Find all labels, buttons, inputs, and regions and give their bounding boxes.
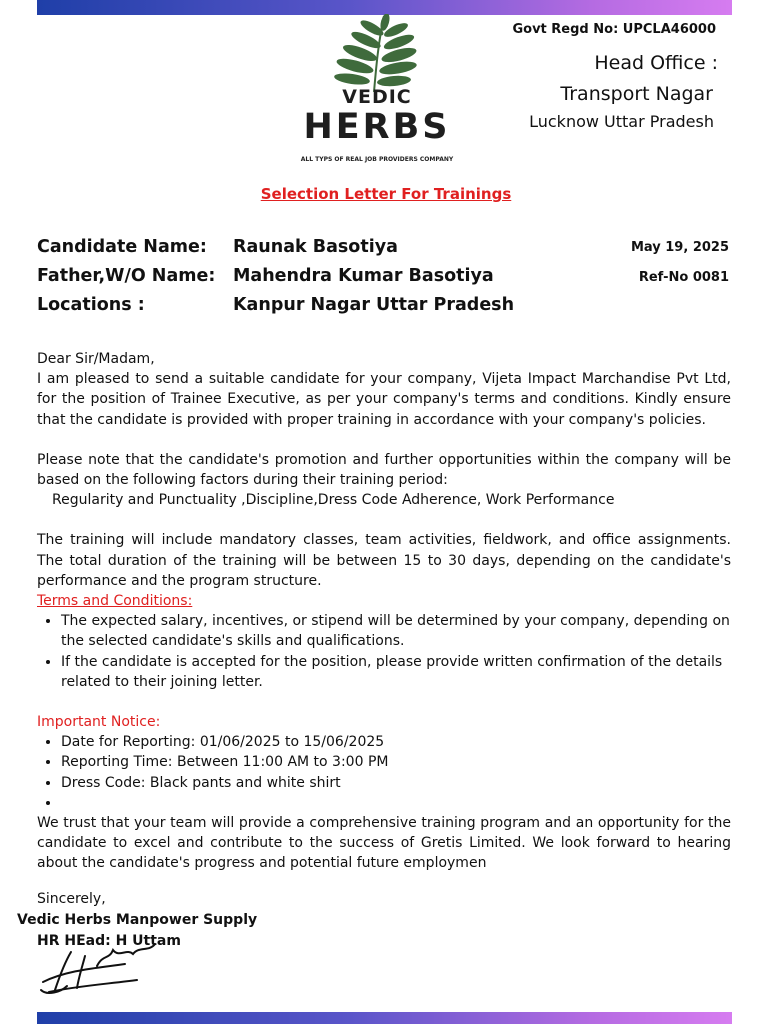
signature — [37, 940, 167, 1004]
list-item: • Dress Code: Black pants and white shirt — [61, 773, 731, 793]
brand-tagline: ALL TYPS OF REAL JOB PROVIDERS COMPANY — [300, 156, 454, 163]
terms-title: Terms and Conditions: — [37, 593, 193, 610]
notice-list — [37, 732, 731, 813]
head-office-title: Head Office : — [594, 52, 718, 74]
brand-name-bottom: HERBS — [303, 107, 451, 147]
father-name-label: Father,W/O Name: — [37, 266, 216, 286]
hr-head: HR HEad: H Uttam — [37, 933, 181, 949]
paragraph-training: The training will include mandatory classes, team activities, fieldwork, and office assignments. The total duration of the training will be between 15 to 30 days, depending on the candidate's performance and the program structure. — [37, 532, 731, 589]
paragraph-intro: I am pleased to send a suitable candidate for your company, Vijeta Impact Marchandise Pvt Ltd, for the position of Trainee Executive, as per your company's terms and conditions. Kindly ensure that the candidate is provided with proper training in accordance with your company's policies. — [37, 371, 731, 428]
brand-name-top: VEDIC — [342, 86, 412, 108]
head-office-line1: Transport Nagar — [560, 83, 713, 105]
reference-number: Ref-No 0081 — [638, 270, 729, 285]
location-value: Kanpur Nagar Uttar Pradesh — [233, 295, 515, 315]
head-office-line2: Lucknow Uttar Pradesh — [529, 112, 714, 131]
notice-title: Important Notice: — [37, 714, 161, 731]
letter-title: Selection Letter For Trainings — [260, 185, 512, 203]
bottom-gradient-bar — [37, 1012, 732, 1024]
factors-list: Regularity and Punctuality ,Discipline,Dress Code Adherence, Work Performance — [52, 492, 615, 509]
terms-list — [37, 611, 731, 692]
letter-body — [37, 349, 731, 874]
company-logo — [282, 14, 472, 172]
greeting: Dear Sir/Madam, — [37, 351, 155, 367]
paragraph-promotion: Please note that the candidate's promotion and further opportunities within the company will be based on the following factors during their training period: — [37, 451, 731, 489]
list-item: • Date for Reporting: 01/06/2025 to 15/06/2025 — [61, 732, 731, 752]
leaf-icon — [282, 14, 472, 94]
location-label: Locations : — [37, 295, 145, 315]
candidate-name-value: Raunak Basotiya — [233, 237, 398, 257]
list-item: • Reporting Time: Between 11:00 AM to 3:00 PM — [61, 752, 731, 772]
list-item: • The expected salary, incentives, or stipend will be determined by your company, depending on the selected candidate's skills and qualifications. — [61, 611, 731, 651]
top-gradient-bar — [37, 0, 732, 15]
letter-date: May 19, 2025 — [630, 240, 729, 255]
paragraph-closing: We trust that your team will provide a comprehensive training program and an opportunity for the candidate to excel and contribute to the success of Gretis Limited. We look forward to hearing about the candidate's progress and potential future employmen — [37, 815, 731, 872]
company-name: Vedic Herbs Manpower Supply — [17, 912, 258, 928]
sign-off: Sincerely, — [37, 891, 106, 907]
father-name-value: Mahendra Kumar Basotiya — [233, 266, 494, 286]
list-item: • If the candidate is accepted for the position, please provide written confirmation of the details related to their joining letter. — [61, 652, 731, 692]
candidate-name-label: Candidate Name: — [37, 237, 207, 257]
list-item — [61, 793, 731, 813]
govt-registration: Govt Regd No: UPCLA46000 — [512, 22, 716, 37]
